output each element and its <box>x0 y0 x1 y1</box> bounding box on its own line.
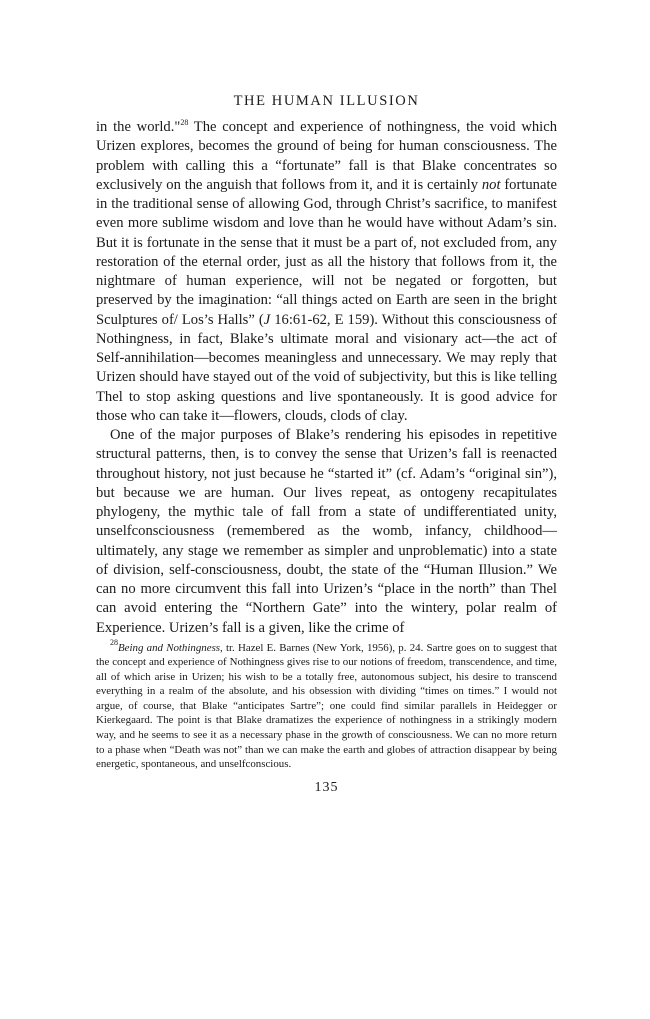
body-text <box>96 118 557 638</box>
running-head: THE HUMAN ILLUSION <box>233 93 420 109</box>
footnote <box>96 637 558 772</box>
p1-text-a: The concept and experience of nothingness, the void which Urizen explores, becomes the ground of being for human consciousness. The problem with calling this a “fortunate” fall is that Blake concentrates so exclusively on the anguish that follows from it, and it is certainly <box>96 119 557 193</box>
citation-jerusalem: J <box>263 311 271 328</box>
footnote-28 <box>96 637 558 772</box>
page-number: 135 <box>314 779 339 795</box>
p1-lead: in the world." <box>96 119 181 135</box>
footnote-title: Being and Nothingness, <box>118 641 223 654</box>
footnote-reference: 28 <box>180 118 189 127</box>
footnote-number: 28 <box>110 637 118 647</box>
footnote-text: tr. Hazel E. Barnes (New York, 1956), p. 24. Sartre goes on to suggest that the concept and experience of Nothingness gives rise to our notions of freedom, transcendence, and time, all of which arise in Urizen; his wish to be a totally free, autonomous subject, his desire to transcend everything in a realm of the absolute, and his obsession with dividing “times on times.” I would not argue, of course, that Blake “anticipates Sartre”; one could find similar parallels in Heidegger or Kierkegaard. The point is that Blake dramatizes the experience of nothingness in a strikingly modern way, and he seems to see it as a necessary phase in the growth of consciousness. We can no more return to a phase when “Death was not” than we can make the earth and globes of attraction disappear by being energetic, spontaneous, and unselfconscious. <box>96 641 558 771</box>
emphasis-not: not <box>481 176 501 193</box>
paragraph-1 <box>96 118 557 426</box>
paragraph-2: One of the major purposes of Blake’s rendering his episodes in repetitive structural patterns, then, is to convey the sense that Urizen’s fall is reenacted throughout history, not just because he “started it” (cf. Adam’s “original sin”), but because we are human. Our lives repeat, as ontogeny recapitulates phylogeny, the mythic tale of fall from a state of undifferentiated unity, unselfconsciousness (remembered as the womb, infancy, childhood—ultimately, any stage we remember as simpler and unproblematic) into a state of division, self-consciousness, doubt, the state of the “Human Illusion.” We can no more circumvent this fall into Urizen’s “place in the north” than Thel can avoid entering the “Northern Gate” into the wintery, polar realm of Experience. Urizen’s fall is a given, like the crime of <box>96 427 557 636</box>
book-page <box>96 93 557 796</box>
p1-text-c: 16:61-62, E 159). Without this consciousness of Nothingness, in fact, Blake’s ultimate moral and visionary act—the act of Self-annihilation—becomes meaningless and unnecessary. We may reply that Urizen should have stayed out of the void of subjectivity, but this is like telling Thel to stop asking questions and live spontaneously. It is good advice for those who can take it—flowers, clouds, clods of clay. <box>96 311 557 424</box>
p1-text-b: fortunate in the traditional sense of allowing God, through Christ’s sacrifice, to manifest even more sublime wisdom and love than he would have without Adam’s sin. But it is fortunate in the sense that it must be a part of, not excluded from, any restoration of the eternal order, just as all the history that follows from it, the nightmare of human experience, will not be negated or forgotten, but preserved by the imagination: “all things acted on Earth are seen in the bright Sculptures of/ Los’s Halls” ( <box>96 176 557 328</box>
